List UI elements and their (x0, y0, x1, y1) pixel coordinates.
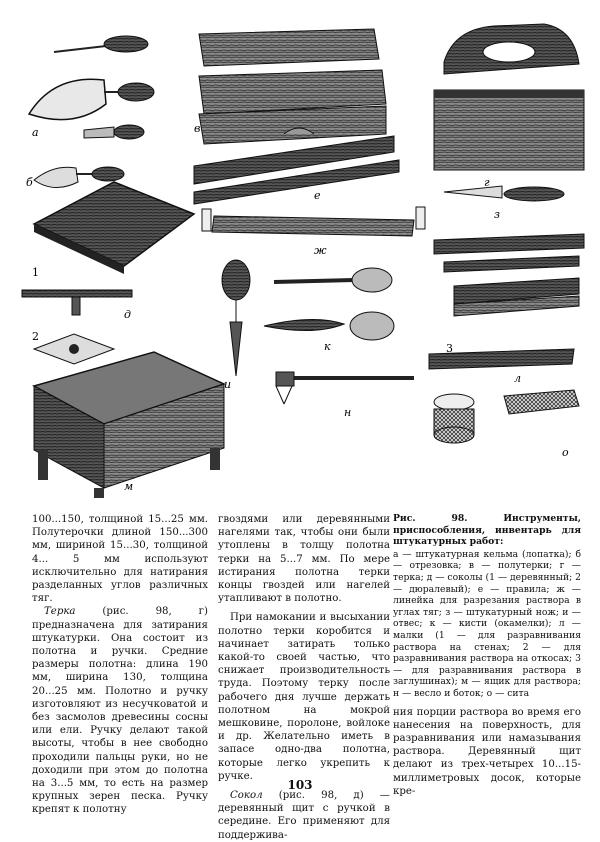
label-3: 3 (446, 342, 453, 355)
ruler-zh (202, 207, 425, 236)
label-d: д (124, 308, 131, 321)
label-n: н (344, 406, 352, 419)
rules-e (194, 136, 399, 204)
label-i: и (224, 378, 232, 391)
plumb-i (222, 260, 250, 376)
paragraph: гвоздями или деревянными нагелями так, чтобы они были утоплены в толщу полотна терки на 5...7 мм. По мере истирания полотна терки концы гвоздей или нагелей утапливают в полотно. (218, 514, 390, 605)
float-g (434, 24, 584, 170)
label-l: л (514, 372, 522, 385)
label-k: к (324, 340, 331, 353)
paragraph-text: (рис. 98, д) — деревянный щит с ручкой в середине. Его применяют для поддержива- (218, 790, 390, 841)
term-sokol: Сокол (230, 790, 263, 802)
mortar-box-m (34, 352, 224, 498)
page-number: 103 (287, 778, 313, 792)
label-b: б (26, 176, 33, 189)
tools-illustration (14, 4, 588, 504)
hawk-d1 (22, 182, 194, 315)
label-g: г (484, 176, 490, 189)
trowel-a (29, 36, 154, 139)
label-v: в (194, 122, 201, 135)
label-2: 2 (32, 330, 39, 343)
brushes-k (264, 268, 394, 340)
hawk-d2 (34, 334, 114, 364)
label-zh: ж (314, 244, 327, 257)
text-column-2 (218, 513, 390, 842)
label-1: 1 (32, 266, 39, 279)
text-column-3 (393, 513, 581, 798)
label-z: з (494, 208, 500, 221)
label-e: е (314, 189, 321, 202)
text-column-1 (32, 513, 208, 817)
paragraph-sokol (218, 789, 390, 842)
tools-drawing (14, 4, 588, 504)
label-o: о (562, 446, 569, 459)
paragraph-text: (рис. 98, г) предназначена для затирания штукатурки. Она состоит из полотна и ручки. Средние размеры полотна: длина 190 мм, ширина 130, толщина 20...25 мм. Полотно и ручку изготовляют из несучковатой и без засмолов древесины сосны или ели. Ручку делают такой высоты, чтобы в нее свободно проходили пальцы руки, но не доходили при этом до полотна на 3...5 мм, то есть на размер крупных зерен песка. Ручку крепят к полотну (32, 606, 208, 816)
figure-caption-body: а — штукатурная кельма (лопатка); б — отрезовка; в — полутерки; г — терка; д — соколы (1 — деревянный; 2 — дюралевый); е — правила; ж — линейка для разрезания раствора в углах тяг; з — штукатурный нож; и — отвес; к — кисти (окамелки); л — малки (1 — для разравнивания раствора на стенах; 2 — для разравнивания раствора на откосах; 3 — для разравнивания раствора в заглушинах); м — ящик для раствора; н — весло и боток; о — сита (393, 548, 581, 699)
knife-z (444, 186, 564, 201)
term-terka: Терка (44, 606, 76, 618)
sieve-o (434, 390, 579, 443)
figure-caption-title: Рис. 98. Инструменты, приспособления, инвентарь для штукатурных работ: (393, 513, 581, 548)
label-m: м (124, 480, 134, 493)
floats-v (199, 29, 386, 144)
paragraph: ния порции раствора во время его нанесения на поверхность, для разравнивания или намазывания раствора. Деревянный щит делают из трех-четырех 10...15-миллиметровых досок, которые кре- (393, 706, 581, 797)
paragraph: 100...150, толщиной 15...25 мм. Полутерочки длиной 150...300 мм, шириной 15...30, толщиной 4... 5 мм используют исключительно для натирания разделанных углов различных тяг. (32, 514, 208, 605)
label-a: а (32, 126, 39, 139)
paragraph: При намокании и высыхании полотно терки коробится и начинает затирать только какой-то своей частью, что снижает производительность труда. Поэтому терку после рабочего дня лучше держать полотном на мокрой мешковине, поролоне, войлоке и др. Желательно иметь в запасе одно-два полотна, которые легко укрепить к ручке. (218, 612, 390, 782)
paddle-n (276, 372, 414, 404)
